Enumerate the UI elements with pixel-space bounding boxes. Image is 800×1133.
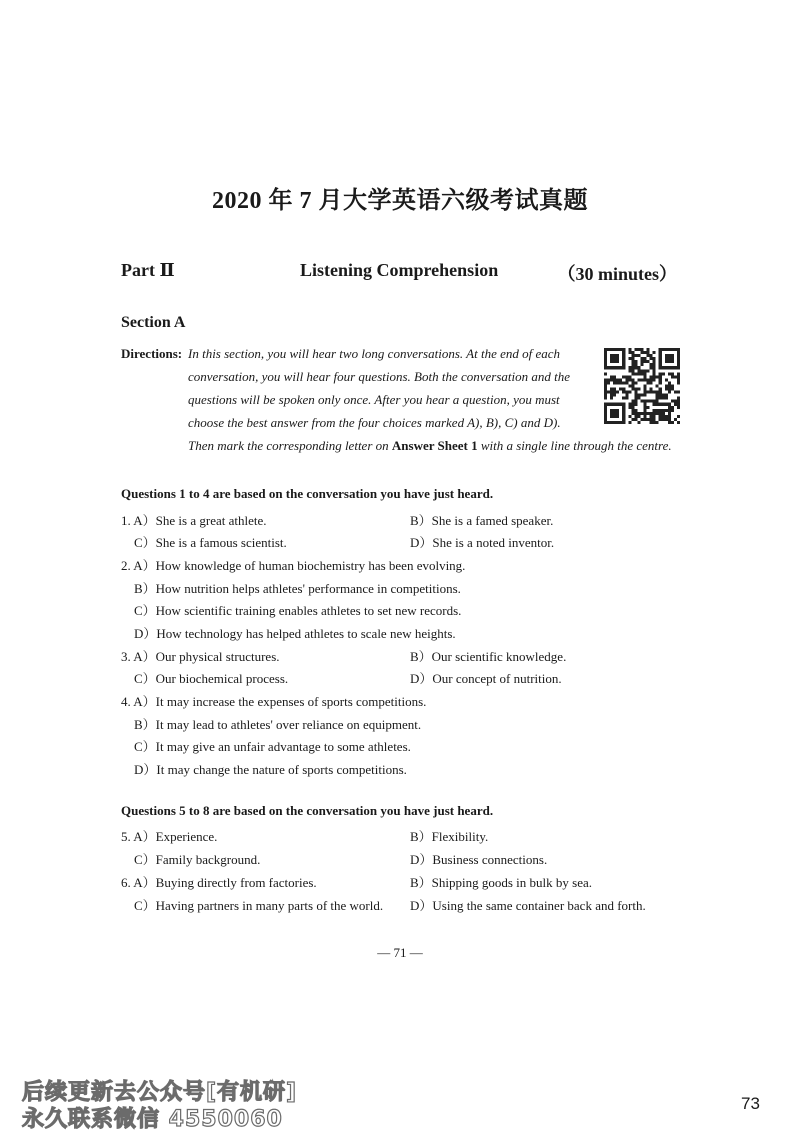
- q1-option-d: D）She is a noted inventor.: [410, 535, 555, 550]
- q6-option-a: 6. A）Buying directly from factories.: [121, 875, 317, 890]
- q1-option-a: 1. A）She is a great athlete.: [121, 513, 267, 528]
- directions-line-last: [188, 438, 672, 454]
- q4-option-b: B）It may lead to athletes' over reliance on equipment.: [134, 717, 422, 732]
- part-header: [121, 260, 677, 286]
- q4-option-a: 4. A）It may increase the expenses of sports competitions.: [121, 694, 427, 709]
- q4-option-d: D）It may change the nature of sports competitions.: [134, 762, 407, 777]
- directions-line: choose the best answer from the four choices marked A), B), C) and D).: [188, 415, 561, 430]
- q2-option-b: B）How nutrition helps athletes' performance in competitions.: [134, 581, 461, 596]
- qr-code-icon: [604, 348, 680, 424]
- part-title: Listening Comprehension: [300, 260, 499, 280]
- q5-option-b: B）Flexibility.: [410, 829, 489, 844]
- directions-text: with a single line through the centre.: [477, 438, 672, 453]
- directions-line: conversation, you will hear four questions. Both the conversation and the: [188, 369, 571, 384]
- watermark-line-2: 永久联系微信 4550060: [22, 1107, 283, 1132]
- q5-option-d: D）Business connections.: [410, 852, 548, 867]
- q2-option-d: D）How technology has helped athletes to scale new heights.: [134, 626, 456, 641]
- page-number: — 71 —: [377, 945, 423, 960]
- q6-option-d: D）Using the same container back and forth.: [410, 898, 646, 913]
- q2-option-c: C）How scientific training enables athletes to set new records.: [134, 603, 462, 618]
- question-group-heading: Questions 5 to 8 are based on the conversation you have just heard.: [121, 803, 494, 818]
- q1-option-c: C）She is a famous scientist.: [134, 535, 287, 550]
- q3-option-c: C）Our biochemical process.: [134, 671, 289, 686]
- q6-option-b: B）Shipping goods in bulk by sea.: [410, 875, 593, 890]
- q4-option-c: C）It may give an unfair advantage to some athletes.: [134, 739, 411, 754]
- q3-option-d: D）Our concept of nutrition.: [410, 671, 562, 686]
- watermark-line-1: 后续更新去公众号[有机研]: [22, 1080, 298, 1105]
- directions-text: Then mark the corresponding letter on: [188, 438, 392, 453]
- q2-option-a: 2. A）How knowledge of human biochemistry has been evolving.: [121, 558, 466, 573]
- section-title: Section A: [121, 314, 186, 331]
- part-time: （30 minutes）: [557, 264, 677, 284]
- part-label: Part Ⅱ: [121, 260, 175, 280]
- directions-line: In this section, you will hear two long conversations. At the end of each: [188, 346, 561, 361]
- directions-line: questions will be spoken only once. After you hear a question, you must: [188, 392, 560, 407]
- directions-label: Directions:: [121, 346, 183, 361]
- q1-option-b: B）She is a famed speaker.: [410, 513, 554, 528]
- q3-option-b: B）Our scientific knowledge.: [410, 649, 567, 664]
- q6-option-c: C）Having partners in many parts of the world.: [134, 898, 384, 913]
- q3-option-a: 3. A）Our physical structures.: [121, 649, 280, 664]
- q5-option-c: C）Family background.: [134, 852, 261, 867]
- answer-sheet-label: Answer Sheet 1: [391, 438, 478, 453]
- page-title: 2020 年 7 月大学英语六级考试真题: [212, 188, 588, 214]
- question-group-heading: Questions 1 to 4 are based on the conversation you have just heard.: [121, 486, 494, 501]
- scan-page-number: 73: [741, 1094, 760, 1113]
- q5-option-a: 5. A）Experience.: [121, 829, 218, 844]
